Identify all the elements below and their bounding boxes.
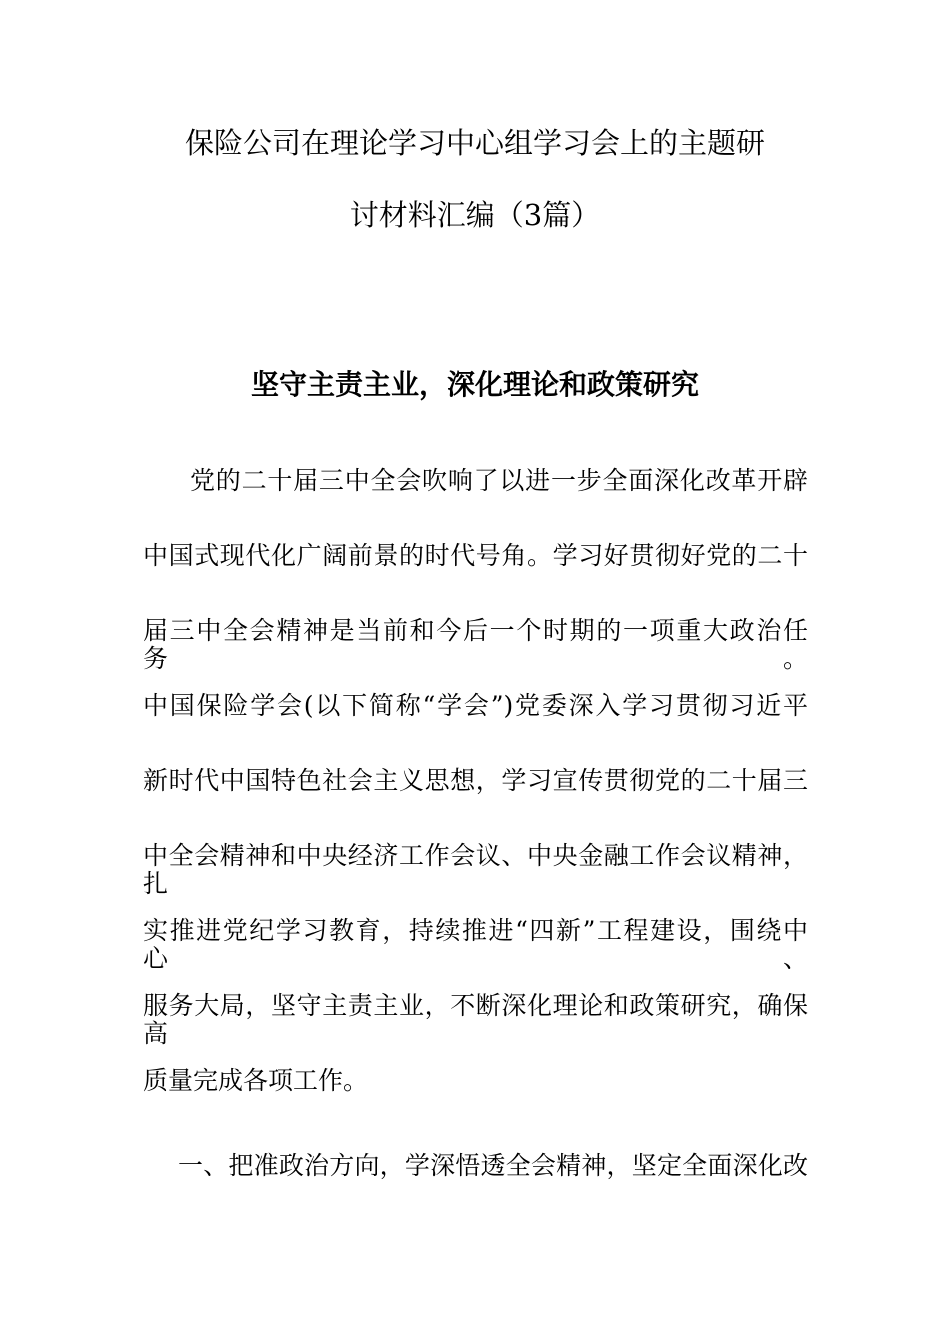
paragraph-line: 中国保险学会(以下简称“学会”)党委深入学习贯彻习近平 bbox=[143, 691, 808, 720]
document-title-line-2: 讨材料汇编（3篇） bbox=[349, 198, 601, 232]
paragraph-line: 中全会精神和中央经济工作会议、中央金融工作会议精神，扎 bbox=[143, 841, 808, 898]
paragraph-line: 届三中全会精神是当前和今后一个时期的一项重大政治任务。 bbox=[143, 616, 808, 673]
paragraph-line: 服务大局，坚守主责主业，不断深化理论和政策研究，确保高 bbox=[143, 991, 808, 1048]
paragraph-line: 党的二十届三中全会吹响了以进一步全面深化改革开辟 bbox=[190, 466, 808, 495]
paragraph-line: 中国式现代化广阔前景的时代号角。学习好贯彻好党的二十 bbox=[143, 541, 808, 570]
paragraph-line: 新时代中国特色社会主义思想，学习宣传贯彻党的二十届三 bbox=[143, 766, 808, 795]
section-heading: 一、把准政治方向，学深悟透全会精神，坚定全面深化改 bbox=[178, 1151, 808, 1180]
paragraph-line: 质量完成各项工作。 bbox=[143, 1066, 369, 1095]
document-title-line-1: 保险公司在理论学习中心组学习会上的主题研 bbox=[184, 126, 765, 160]
paragraph-line: 实推进党纪学习教育，持续推进“四新”工程建设，围绕中心、 bbox=[143, 916, 808, 973]
article-heading: 坚守主责主业，深化理论和政策研究 bbox=[250, 368, 699, 401]
